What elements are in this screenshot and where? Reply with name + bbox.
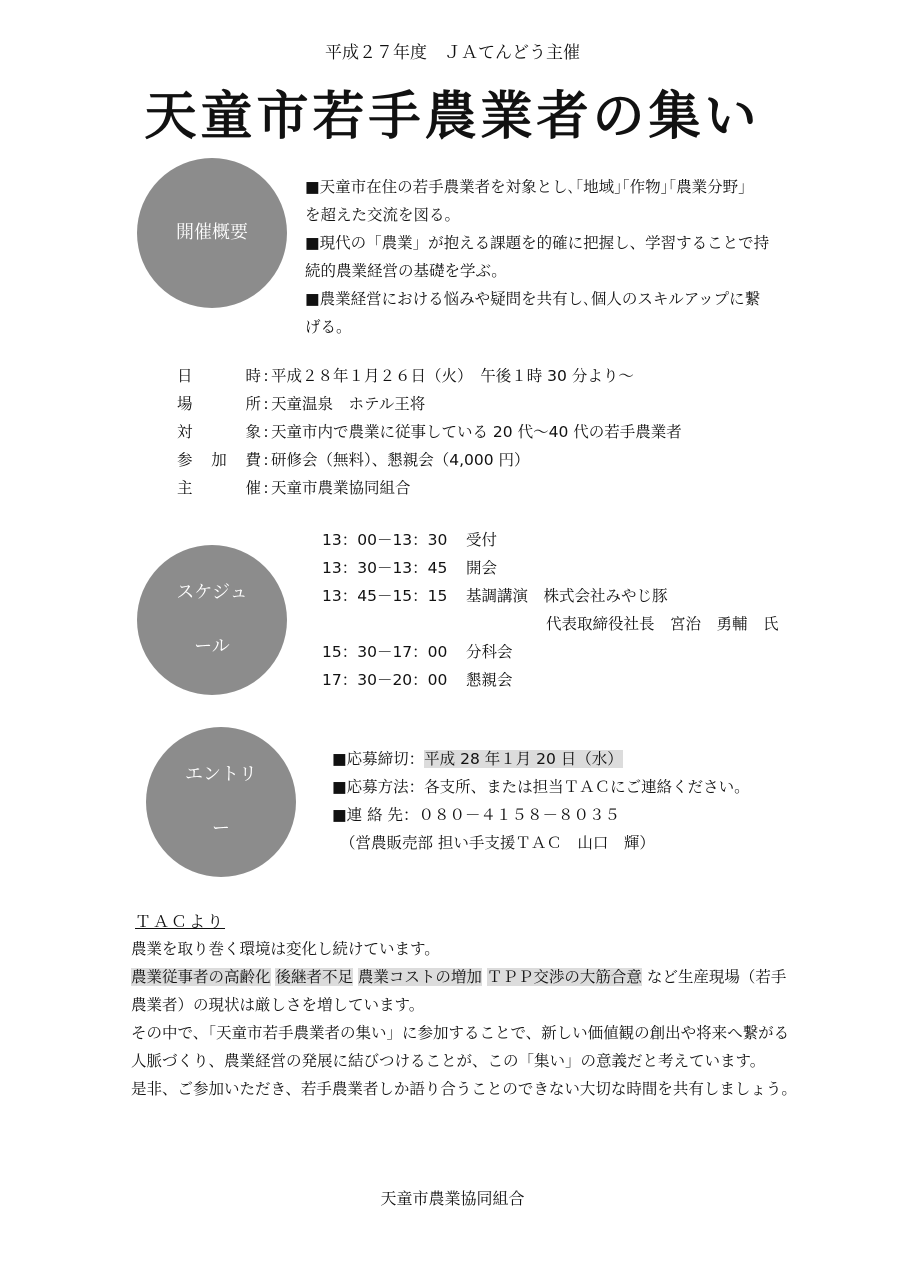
entry-method: ■応募方法：各支所、または担当ＴＡＣにご連絡ください。 <box>332 778 750 796</box>
schedule-item: 懇親会 <box>466 671 513 689</box>
entry-deadline <box>332 745 750 773</box>
tac-line: 農業を取り巻く環境は変化し続けています。 <box>131 940 440 958</box>
tac-issue: 後継者不足 <box>275 968 353 986</box>
tac-heading: ＴＡＣより <box>135 912 226 931</box>
detail-label: 参加費 <box>177 451 261 469</box>
entry-contact: ■連 絡 先：０８０－４１５８－８０３５ <box>332 806 621 824</box>
detail-row: 対象 : 天童市内で農業に従事している 20 代～40 代の若手農業者 <box>177 418 682 446</box>
overview-text <box>305 173 805 341</box>
tac-issue: 農業コストの増加 <box>357 968 482 986</box>
schedule-item: 開会 <box>466 559 498 577</box>
overview-line: ■農業経営における悩みや疑問を共有し､個人のスキルアップに繋 <box>305 290 761 308</box>
detail-value: 天童市内で農業に従事している 20 代～40 代の若手農業者 <box>271 423 682 441</box>
detail-row: 日時 : 平成２８年１月２６日（火） 午後１時 30 分より～ <box>177 362 682 390</box>
schedule-item: 代表取締役社長 宮治 勇輔 氏 <box>546 615 779 633</box>
tac-line: 農業者）の現状は厳しさを増しています。 <box>131 996 425 1014</box>
detail-row: 主催 : 天童市農業協同組合 <box>177 474 682 502</box>
page-subtitle: 平成２７年度 ＪＡてんどう主催 <box>325 43 580 63</box>
entry-circle <box>146 727 296 877</box>
tac-issues-line <box>131 963 831 991</box>
detail-row: 場所 : 天童温泉 ホテル王将 <box>177 390 682 418</box>
tac-issue: ＴＰＰ交渉の大筋合意 <box>486 968 642 986</box>
overview-line: ■天童市在住の若手農業者を対象とし､｢地域｣｢作物｣｢農業分野｣ <box>305 178 746 196</box>
schedule-time: 17：30－20：00 <box>322 671 448 689</box>
schedule-row <box>322 638 779 666</box>
schedule-list <box>322 526 779 694</box>
page-title: 天童市若手農業者の集い <box>144 87 761 147</box>
schedule-time: 13：30－13：45 <box>322 559 448 577</box>
schedule-item: 受付 <box>466 531 498 549</box>
overview-circle-label: 開催概要 <box>176 221 248 243</box>
schedule-item: 基調講演 株式会社みやじ豚 <box>466 587 668 605</box>
schedule-row <box>322 610 779 638</box>
schedule-row <box>322 666 779 694</box>
schedule-item: 分科会 <box>466 643 513 661</box>
overview-line: 続的農業経営の基礎を学ぶ。 <box>305 262 507 280</box>
detail-value: 研修会（無料）、懇親会（4,000 円） <box>271 451 530 469</box>
schedule-time: 15：30－17：00 <box>322 643 448 661</box>
tac-line: 是非、ご参加いただき、若手農業者しか語り合うことのできない大切な時間を共有しましょう。 <box>131 1080 797 1098</box>
schedule-circle-label: スケジュ <box>176 581 248 603</box>
tac-issue: 農業従事者の高齢化 <box>131 968 271 986</box>
tac-issues-tail: など生産現場（若手 <box>646 968 787 986</box>
entry-deadline-value: 平成 28 年１月 20 日（水） <box>424 750 623 768</box>
schedule-row <box>322 526 779 554</box>
tac-section <box>131 909 831 1103</box>
schedule-circle <box>137 545 287 695</box>
detail-value: 天童温泉 ホテル王将 <box>271 395 426 413</box>
detail-label: 日時 <box>177 367 261 385</box>
overview-line: ■現代の「農業」が抱える課題を的確に把握し、学習することで持 <box>305 234 770 252</box>
schedule-circle-label: ール <box>194 636 230 657</box>
entry-circle-label: ー <box>212 818 230 839</box>
schedule-row <box>322 554 779 582</box>
detail-label: 主催 <box>177 479 261 497</box>
overview-line: を超えた交流を図る。 <box>305 206 461 224</box>
schedule-row <box>322 582 779 610</box>
tac-line: その中で、「天童市若手農業者の集い」に参加することで、新しい価値観の創出や将来へ繋がる <box>131 1024 790 1042</box>
footer-org: 天童市農業協同組合 <box>380 1189 525 1208</box>
tac-line: 人脈づくり、農業経営の発展に結びつけることが、この「集い」の意義だと考えています。 <box>131 1052 766 1070</box>
detail-label: 対象 <box>177 423 261 441</box>
detail-label: 場所 <box>177 395 261 413</box>
schedule-time: 13：00－13：30 <box>322 531 448 549</box>
overview-circle <box>137 158 287 308</box>
detail-value: 平成２８年１月２６日（火） 午後１時 30 分より～ <box>271 367 634 385</box>
detail-value: 天童市農業協同組合 <box>271 479 411 497</box>
entry-deadline-label: ■応募締切： <box>332 750 425 768</box>
entry-info <box>332 745 750 857</box>
detail-row: 参加費 : 研修会（無料）、懇親会（4,000 円） <box>177 446 682 474</box>
schedule-time: 13：45－15：15 <box>322 587 448 605</box>
overview-line: げる。 <box>305 318 352 336</box>
entry-contact-note: （営農販売部 担い手支援ＴＡＣ 山口 輝） <box>340 834 655 852</box>
details-list <box>177 362 682 502</box>
entry-circle-label: エントリ <box>185 763 257 785</box>
